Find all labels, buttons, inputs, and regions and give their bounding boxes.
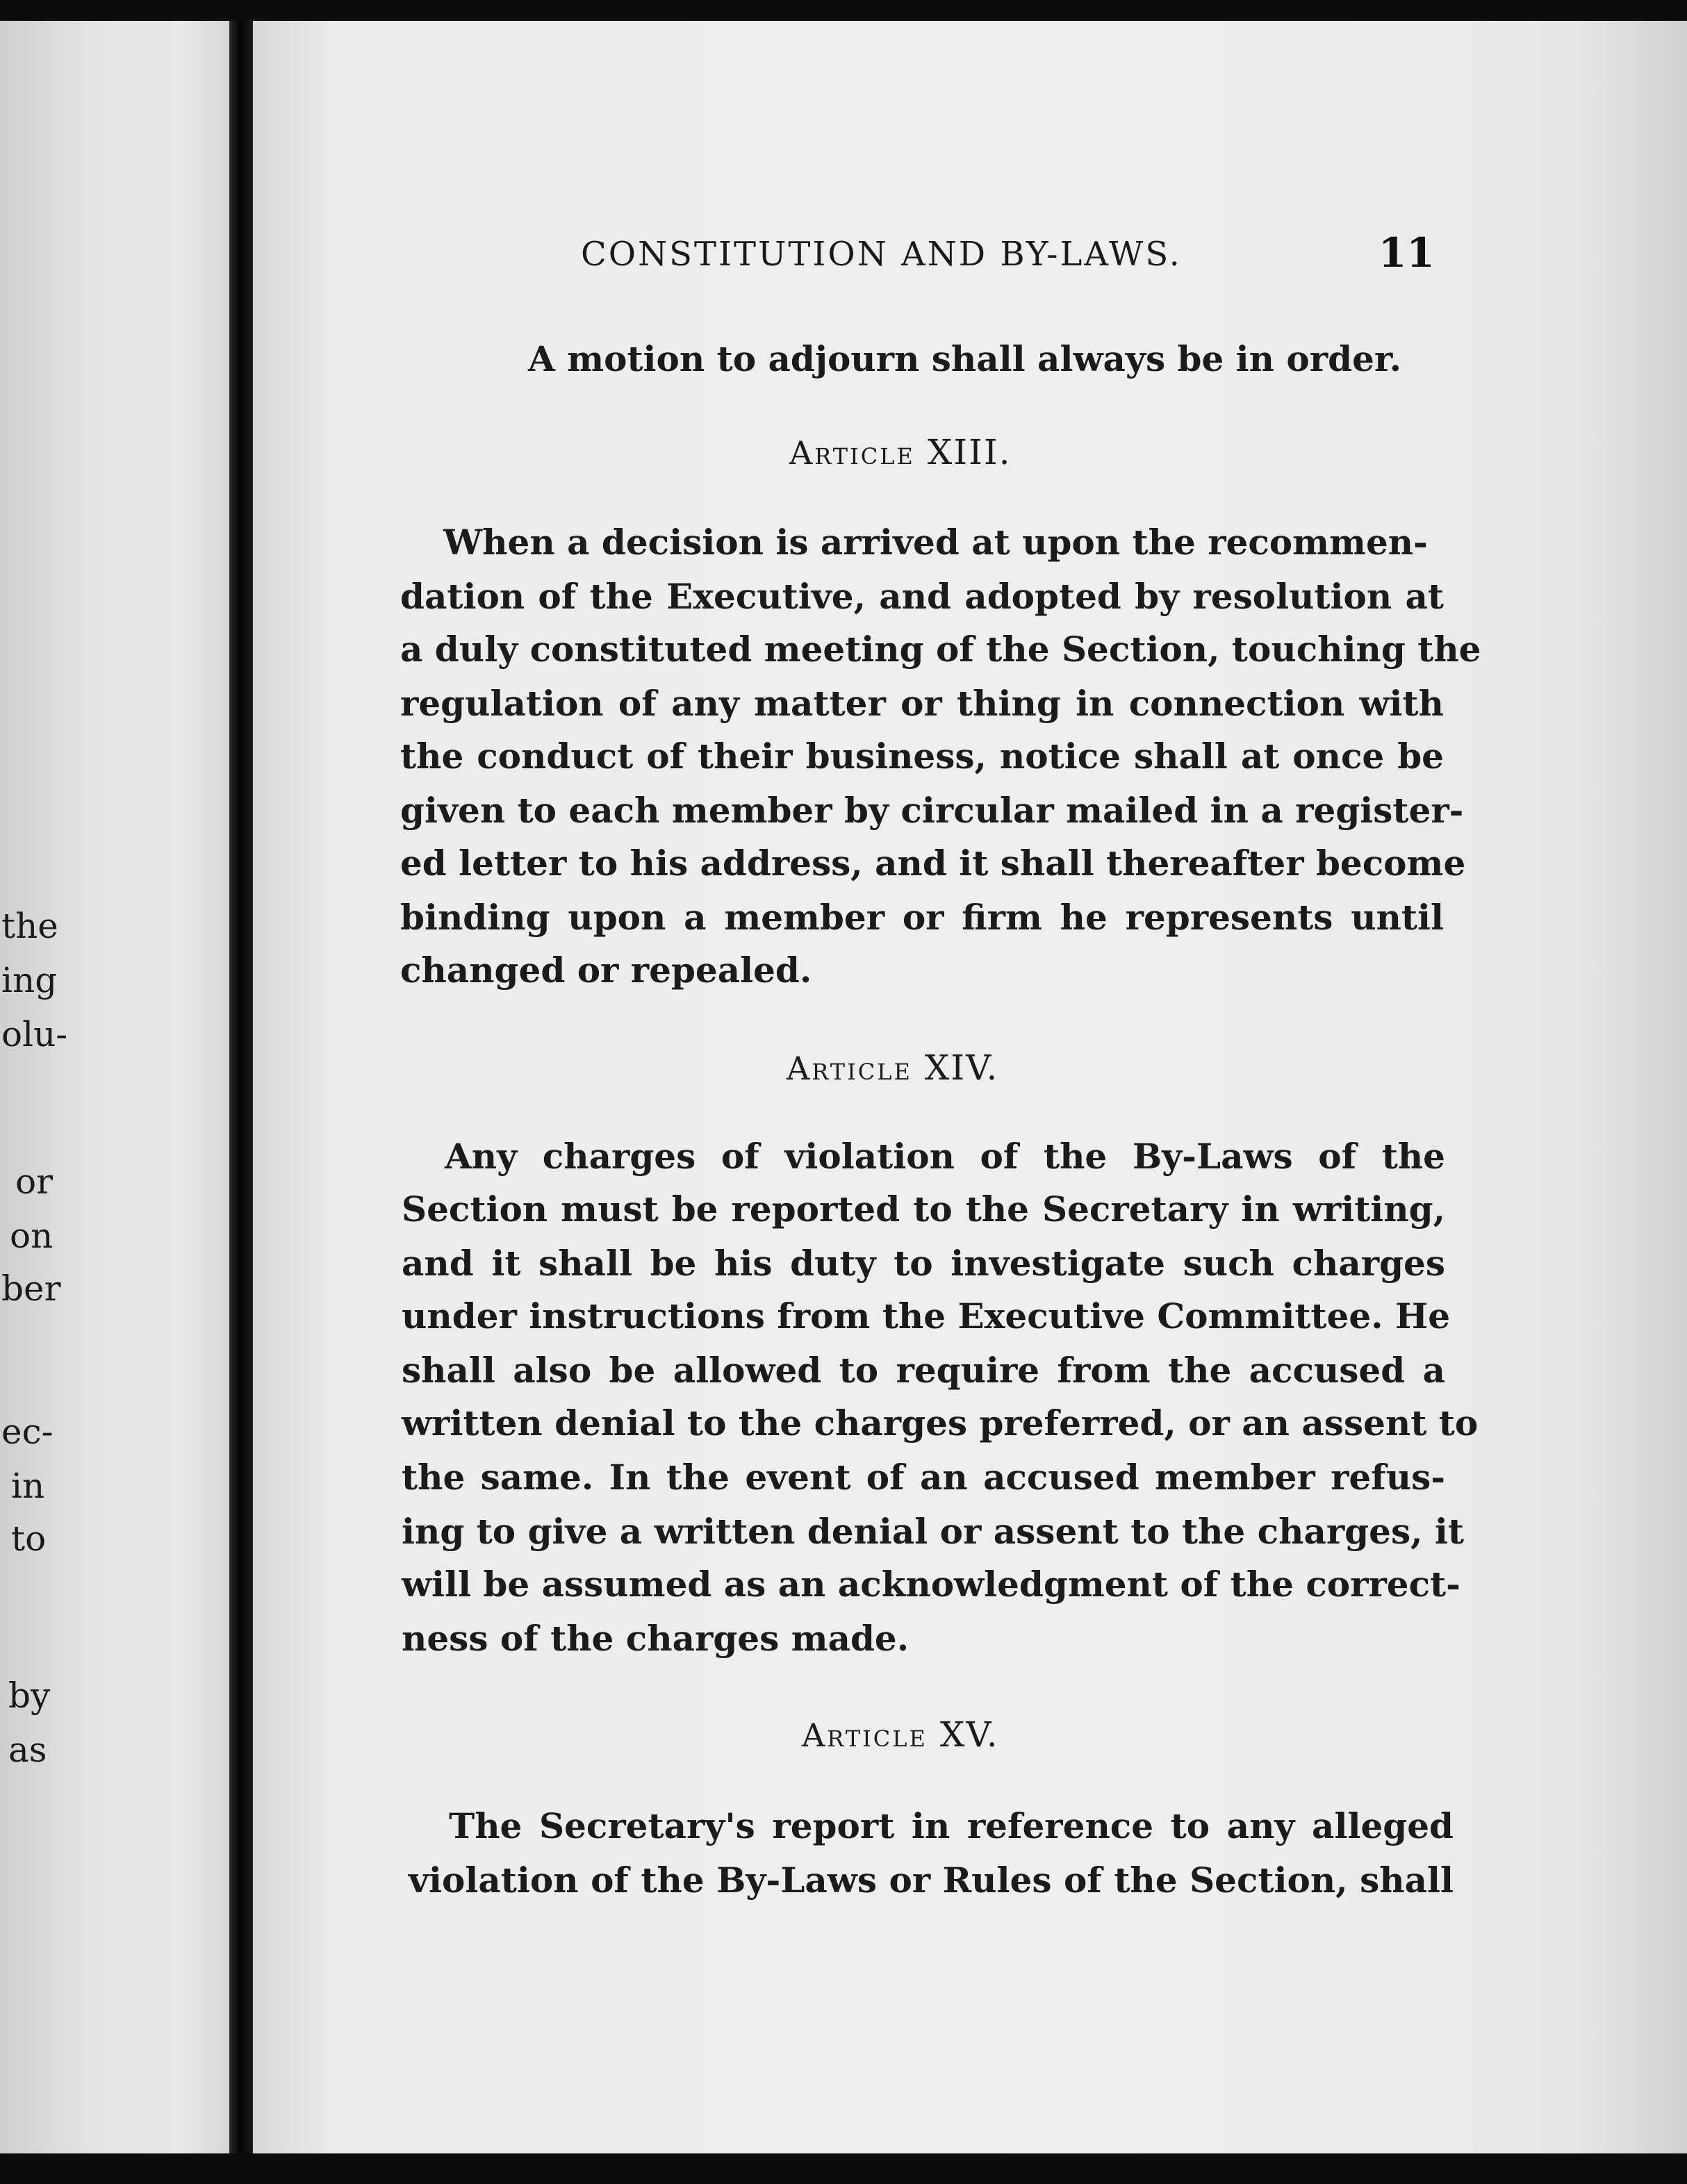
- article-heading-word: Article: [802, 1716, 928, 1754]
- scan-top-edge: [0, 0, 1687, 21]
- article-heading: [802, 1714, 999, 1755]
- opening-line: A motion to adjourn shall always be in order.: [528, 338, 1402, 379]
- paragraph-line: a duly constituted meeting of the Section, touching the: [400, 629, 1481, 670]
- paragraph-line: the conduct of their business, notice shall at once be: [400, 736, 1444, 777]
- facing-page-fragment: on: [10, 1216, 54, 1256]
- facing-page-fragment: olu-: [1, 1014, 68, 1054]
- article-heading-numeral: XV.: [939, 1714, 999, 1755]
- paragraph-line: regulation of any matter or thing in connection with: [400, 683, 1444, 724]
- facing-page-fragment: ber: [1, 1268, 61, 1309]
- article-heading: [787, 1048, 998, 1088]
- facing-page-fragment: the: [1, 906, 58, 946]
- paragraph-line: written denial to the charges preferred, or an assent to: [402, 1403, 1479, 1443]
- facing-page-fragment: or: [15, 1161, 54, 1202]
- article-heading-word: Article: [789, 434, 915, 472]
- book-gutter: [229, 21, 253, 2153]
- paragraph-line: dation of the Executive, and adopted by resolution at: [400, 576, 1444, 617]
- paragraph-line: Any charges of violation of the By-Laws of the: [445, 1136, 1445, 1177]
- facing-page-fragment: in: [11, 1466, 45, 1506]
- facing-page-fragment: as: [8, 1730, 47, 1770]
- facing-page-fragment: by: [8, 1676, 51, 1716]
- paragraph-line: binding upon a member or firm he represents until: [400, 897, 1444, 938]
- paragraph-line: given to each member by circular mailed in a register-: [400, 790, 1464, 831]
- article-heading-numeral: XIV.: [924, 1048, 999, 1088]
- article-heading-numeral: XIII.: [927, 432, 1012, 472]
- paragraph-line: ed letter to his address, and it shall thereafter become: [400, 843, 1466, 884]
- paragraph-line: the same. In the event of an accused member refus-: [402, 1457, 1445, 1498]
- paragraph-line: When a decision is arrived at upon the recommen-: [443, 522, 1428, 563]
- paragraph-line: will be assumed as an acknowledgment of the correct-: [402, 1564, 1460, 1605]
- paragraph-line: ing to give a written denial or assent to the charges, it: [402, 1511, 1465, 1552]
- facing-page: [0, 21, 229, 2153]
- facing-page-fragment: ec-: [1, 1412, 54, 1452]
- article-heading: [789, 432, 1012, 472]
- paragraph-line: shall also be allowed to require from the accused a: [402, 1350, 1445, 1391]
- paragraph-line: Section must be reported to the Secretary in writing,: [402, 1189, 1445, 1230]
- facing-page-fragment: to: [11, 1519, 47, 1559]
- paragraph-line: The Secretary's report in reference to any alleged: [449, 1805, 1454, 1846]
- paragraph-line: and it shall be his duty to investigate such charges: [402, 1243, 1445, 1284]
- page-number: 11: [1379, 229, 1435, 276]
- paragraph-line: changed or repealed.: [400, 950, 812, 991]
- running-title: CONSTITUTION AND BY-LAWS.: [581, 235, 1182, 274]
- paragraph-line: violation of the By-Laws or Rules of the Section, shall: [409, 1860, 1454, 1901]
- paragraph-line: under instructions from the Executive Committee. He: [402, 1296, 1451, 1337]
- article-heading-word: Article: [787, 1050, 912, 1087]
- paragraph-line: ness of the charges made.: [402, 1618, 910, 1659]
- facing-page-fragment: ing: [1, 960, 58, 1000]
- scan-bottom-edge: [0, 2153, 1687, 2184]
